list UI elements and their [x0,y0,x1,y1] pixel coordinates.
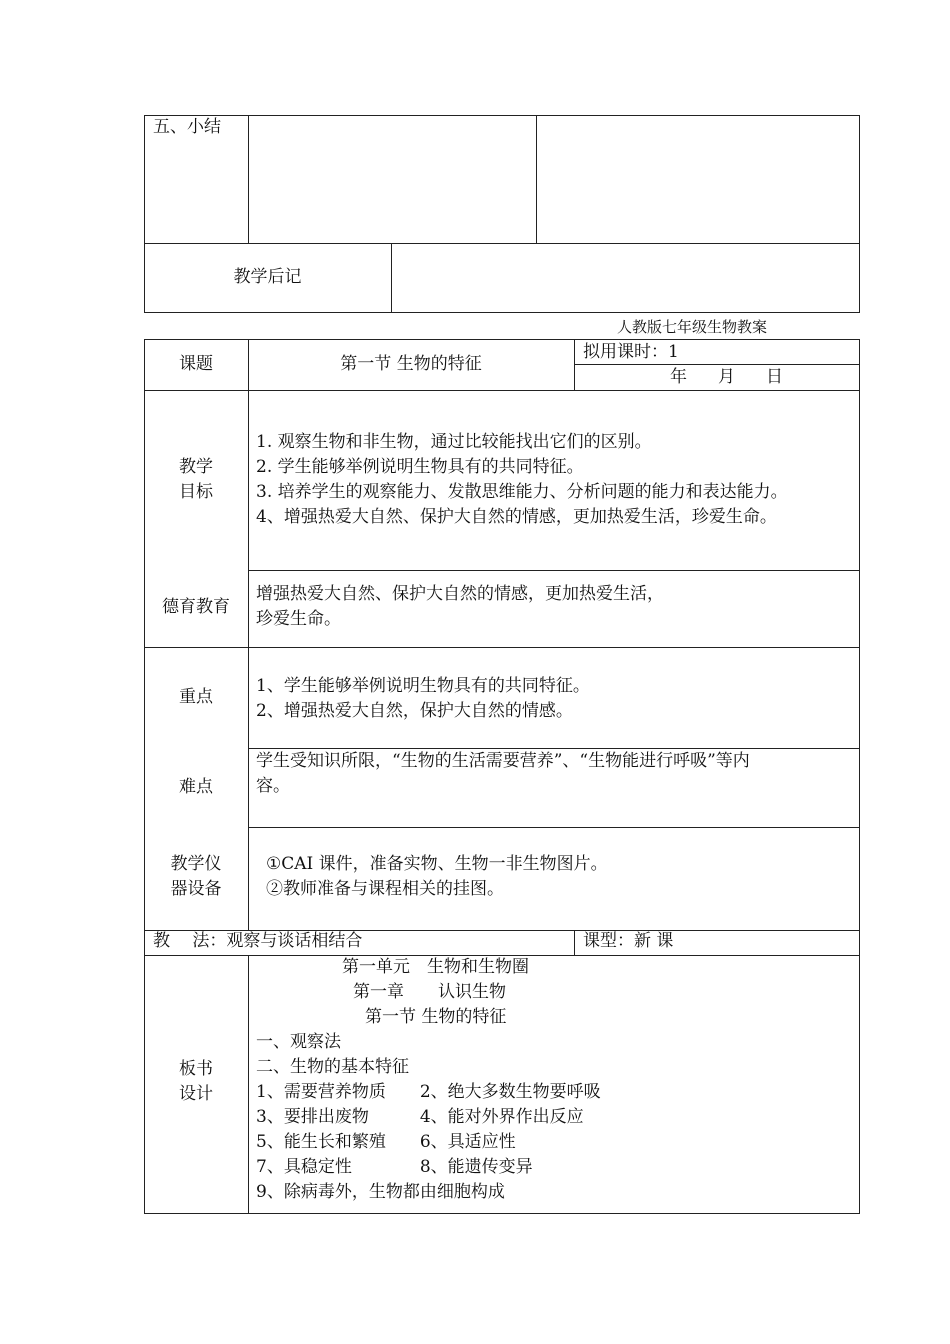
divider [574,930,575,955]
key-point-item: 2、增强热爱大自然，保护大自然的情感。 [256,701,573,721]
divider [144,243,860,244]
postscript-label: 教学后记 [233,267,302,287]
divider [144,390,860,391]
objectives-label: 目标 [179,482,213,502]
divider [248,115,249,244]
divider [248,827,860,828]
objective-item: 2. 学生能够举例说明生物具有的共同特征。 [256,457,584,477]
equipment-label: 教学仪 [170,854,222,874]
divider [536,115,537,244]
divider [144,647,860,648]
board-design-label: 设计 [179,1084,213,1104]
board-line: 1、需要营养物质 2、绝大多数生物要呼吸 [256,1082,601,1102]
teaching-method: 教 法：观察与谈话相结合 [153,931,363,951]
board-line: 一、观察法 [256,1032,341,1052]
objective-item: 3. 培养学生的观察能力、发散思维能力、分析问题的能力和表达能力。 [256,482,788,502]
date-year: 年 [670,367,687,387]
objectives-label: 教学 [179,457,213,477]
divider [248,339,249,930]
objective-item: 4、增强热爱大自然、保护大自然的情感，更加热爱生活，珍爱生命。 [256,507,777,527]
divider [248,570,860,571]
difficulty-label: 难点 [179,777,213,797]
board-line: 5、能生长和繁殖 6、具适应性 [256,1132,516,1152]
key-point-item: 1、学生能够举例说明生物具有的共同特征。 [256,676,590,696]
board-line: 7、具稳定性 8、能遗传变异 [256,1157,533,1177]
divider [248,955,249,1214]
equipment-item: ①CAI 课件，准备实物、生物一非生物图片。 [266,854,608,874]
topic-label: 课题 [179,354,213,374]
difficulty-text: 容。 [256,776,290,796]
board-section-title: 第一节 生物的特征 [365,1007,507,1027]
moral-education-label: 德育教育 [162,597,230,617]
board-design-label: 板书 [179,1059,213,1079]
lesson-topic: 第一节 生物的特征 [340,354,482,374]
board-line: 3、要排出废物 4、能对外界作出反应 [256,1107,584,1127]
planned-periods: 拟用课时：1 [583,342,679,362]
board-chapter-title: 第一章 认识生物 [353,982,506,1002]
key-points-label: 重点 [179,687,213,707]
difficulty-text: 学生受知识所限，“生物的生活需要营养”、“生物能进行呼吸”等内 [256,751,750,771]
board-line: 二、生物的基本特征 [256,1057,409,1077]
objective-item: 1. 观察生物和非生物，通过比较能找出它们的区别。 [256,432,652,452]
board-line: 9、除病毒外，生物都由细胞构成 [256,1182,505,1202]
board-unit-title: 第一单元 生物和生物圈 [342,957,529,977]
header-note: 人教版七年级生物教案 [617,318,768,336]
equipment-item: ②教师准备与课程相关的挂图。 [266,879,504,899]
lesson-type: 课型：新 课 [583,931,674,951]
equipment-label: 器设备 [170,879,222,899]
date-month: 月 [718,367,735,387]
moral-education-text: 珍爱生命。 [256,609,341,629]
moral-education-text: 增强热爱大自然、保护大自然的情感，更加热爱生活， [256,584,664,604]
divider [391,243,392,313]
summary-label: 五、小结 [153,117,221,137]
date-day: 日 [766,367,783,387]
